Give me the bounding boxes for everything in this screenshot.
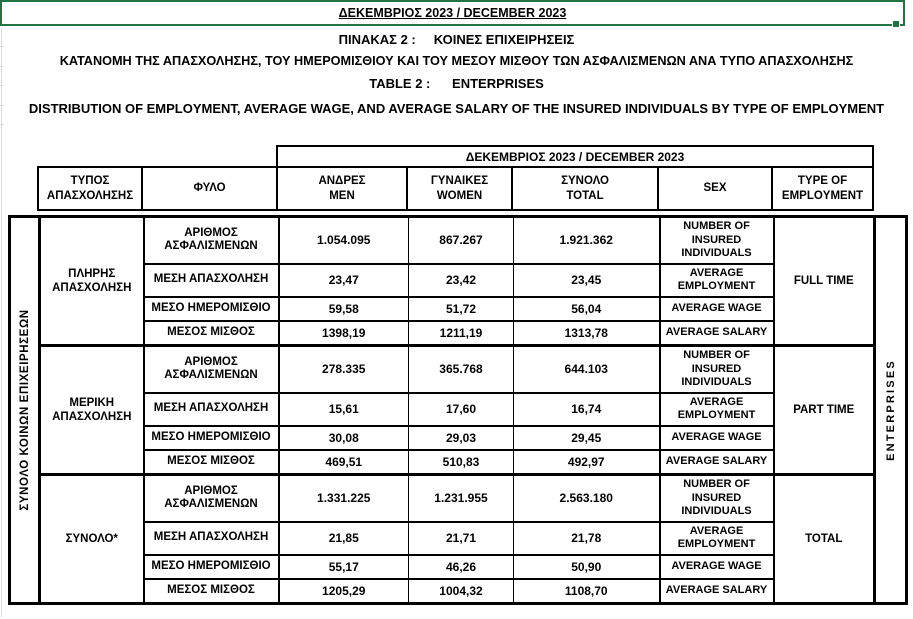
col-header-women: ΓΥΝΑΙΚΕΣ WOMEN: [407, 167, 512, 210]
col-header-men: ΑΝΔΡΕΣ MEN: [277, 167, 407, 210]
value-cell-women: 23,42: [409, 264, 514, 297]
sheet-gridline: [1, 29, 2, 617]
type-cell-english-total: TOTAL: [774, 475, 875, 604]
table-subtitle-english: DISTRIBUTION OF EMPLOYMENT, AVERAGE WAGE, AND AVERAGE SALARY OF THE INSURED INDIVIDUALS BY TYPE OF EMPLOYMENT: [28, 101, 885, 116]
col-header-type-gr: ΤΥΠΟΣ ΑΠΑΣΧΟΛΗΣΗΣ: [38, 167, 142, 210]
metric-label-cell: ΜΕΣΟ ΗΜΕΡΟΜΙΣΘΙΟ: [144, 297, 279, 321]
type-cell-english-parttime: PART TIME: [774, 346, 875, 475]
metric-label-cell: ΜΕΣΟ ΗΜΕΡΟΜΙΣΘΙΟ: [144, 555, 279, 579]
employment-table-body: [8, 215, 908, 605]
value-cell-men: 1.054.095: [279, 217, 409, 264]
spacer-cell: [142, 146, 277, 167]
value-cell-total: 2.563.180: [514, 475, 660, 522]
type-cell-english-fulltime: FULL TIME: [774, 217, 875, 346]
spacer-cell: [873, 146, 905, 167]
value-cell-men: 1398,19: [279, 321, 409, 346]
type-cell-greek-fulltime: ΠΛΗΡΗΣ ΑΠΑΣΧΟΛΗΣΗ: [40, 217, 144, 346]
metric-label-cell: ΜΕΣΗ ΑΠΑΣΧΟΛΗΣΗ: [144, 264, 279, 297]
value-cell-total: 1313,78: [514, 321, 660, 346]
metric-label-cell: ΜΕΣΟΣ ΜΙΣΘΟΣ: [144, 450, 279, 475]
right-vertical-label-cell: [875, 217, 907, 604]
value-cell-total: 492,97: [514, 450, 660, 475]
value-cell-men: 21,85: [279, 522, 409, 555]
value-cell-men: 59,58: [279, 297, 409, 321]
metric-label-cell: ΑΡΙΘΜΟΣ ΑΣΦΑΛΙΣΜΕΝΩΝ: [144, 217, 279, 264]
value-cell-men: 23,47: [279, 264, 409, 297]
metric-label-en-cell: AVERAGE EMPLOYMENT: [660, 264, 774, 297]
metric-label-cell: ΜΕΣΟΣ ΜΙΣΘΟΣ: [144, 579, 279, 604]
period-label: ΔΕΚΕΜΒΡΙΟΣ 2023 / DECEMBER 2023: [338, 6, 567, 20]
metric-label-en-cell: NUMBER OF INSURED INDIVIDUALS: [660, 217, 774, 264]
left-vertical-label: ΣΥΝΟΛΟ ΚΟΙΝΩΝ ΕΠΙΧΕΙΡΗΣΕΩΝ: [18, 309, 31, 511]
spacer-cell: [8, 146, 38, 167]
metric-label-en-cell: NUMBER OF INSURED INDIVIDUALS: [660, 346, 774, 393]
value-cell-men: 55,17: [279, 555, 409, 579]
spacer-cell: [873, 167, 905, 210]
metric-label-en-cell: AVERAGE SALARY: [660, 579, 774, 604]
metric-label-cell: ΑΡΙΘΜΟΣ ΑΣΦΑΛΙΣΜΕΝΩΝ: [144, 475, 279, 522]
metric-label-en-cell: AVERAGE WAGE: [660, 426, 774, 450]
metric-label-en-cell: AVERAGE EMPLOYMENT: [660, 393, 774, 426]
metric-label-en-cell: AVERAGE WAGE: [660, 297, 774, 321]
value-cell-women: 1211,19: [409, 321, 514, 346]
value-cell-women: 46,26: [409, 555, 514, 579]
metric-label-en-cell: AVERAGE SALARY: [660, 321, 774, 346]
right-vertical-label: ENTERPRISES: [884, 359, 897, 461]
value-cell-men: 1205,29: [279, 579, 409, 604]
value-cell-total: 50,90: [514, 555, 660, 579]
value-cell-women: 21,71: [409, 522, 514, 555]
spacer-cell: [8, 167, 38, 210]
metric-label-en-cell: NUMBER OF INSURED INDIVIDUALS: [660, 475, 774, 522]
value-cell-men: 469,51: [279, 450, 409, 475]
col-header-sex-en: SEX: [658, 167, 772, 210]
metric-label-cell: ΜΕΣΟ ΗΜΕΡΟΜΙΣΘΙΟ: [144, 426, 279, 450]
value-cell-total: 56,04: [514, 297, 660, 321]
metric-label-cell: ΜΕΣΗ ΑΠΑΣΧΟΛΗΣΗ: [144, 393, 279, 426]
value-cell-men: 30,08: [279, 426, 409, 450]
metric-label-cell: ΑΡΙΘΜΟΣ ΑΣΦΑΛΙΣΜΕΝΩΝ: [144, 346, 279, 393]
col-header-type-en: TYPE OF EMPLOYMENT: [772, 167, 873, 210]
employment-table-header: [8, 145, 905, 211]
spacer-cell: [38, 146, 142, 167]
value-cell-women: 365.768: [409, 346, 514, 393]
value-cell-total: 1.921.362: [514, 217, 660, 264]
value-cell-men: 278.335: [279, 346, 409, 393]
value-cell-total: 644.103: [514, 346, 660, 393]
metric-label-cell: ΜΕΣΟΣ ΜΙΣΘΟΣ: [144, 321, 279, 346]
value-cell-men: 1.331.225: [279, 475, 409, 522]
value-cell-women: 51,72: [409, 297, 514, 321]
left-vertical-label-cell: [10, 217, 40, 604]
metric-label-en-cell: AVERAGE EMPLOYMENT: [660, 522, 774, 555]
value-cell-total: 21,78: [514, 522, 660, 555]
type-cell-greek-parttime: ΜΕΡΙΚΗ ΑΠΑΣΧΟΛΗΣΗ: [40, 346, 144, 475]
value-cell-women: 1.231.955: [409, 475, 514, 522]
selected-cell-period[interactable]: [0, 0, 905, 26]
sheet-gridline-tick: [0, 124, 4, 125]
table-subtitle-greek: ΚΑΤΑΝΟΜΗ ΤΗΣ ΑΠΑΣΧΟΛΗΣΗΣ, ΤΟΥ ΗΜΕΡΟΜΙΣΘΙΟΥ ΚΑΙ ΤΟΥ ΜΕΣΟΥ ΜΙΣΘΟΥ ΤΩΝ ΑΣΦΑΛΙΣΜΕΝΩΝ ΑΝΑ ΤΥΠΟ ΑΠΑΣΧΟΛΗΣΗΣ: [59, 54, 854, 68]
value-cell-women: 17,60: [409, 393, 514, 426]
value-cell-women: 1004,32: [409, 579, 514, 604]
value-cell-total: 29,45: [514, 426, 660, 450]
col-header-total: ΣΥΝΟΛΟ TOTAL: [512, 167, 658, 210]
selection-fill-handle[interactable]: [892, 20, 900, 28]
period-span-header: ΔΕΚΕΜΒΡΙΟΣ 2023 / DECEMBER 2023: [277, 146, 873, 167]
value-cell-women: 510,83: [409, 450, 514, 475]
value-cell-total: 23,45: [514, 264, 660, 297]
table-title-greek: ΠΙΝΑΚΑΣ 2 : ΚΟΙΝΕΣ ΕΠΙΧΕΙΡΗΣΕΙΣ: [338, 32, 575, 47]
value-cell-women: 867.267: [409, 217, 514, 264]
metric-label-cell: ΜΕΣΗ ΑΠΑΣΧΟΛΗΣΗ: [144, 522, 279, 555]
value-cell-men: 15,61: [279, 393, 409, 426]
col-header-sex-gr: ΦΥΛΟ: [142, 167, 277, 210]
value-cell-total: 16,74: [514, 393, 660, 426]
value-cell-total: 1108,70: [514, 579, 660, 604]
metric-label-en-cell: AVERAGE WAGE: [660, 555, 774, 579]
metric-label-en-cell: AVERAGE SALARY: [660, 450, 774, 475]
table-title-english: TABLE 2 : ENTERPRISES: [369, 76, 544, 91]
value-cell-women: 29,03: [409, 426, 514, 450]
type-cell-greek-total: ΣΥΝΟΛΟ*: [40, 475, 144, 604]
